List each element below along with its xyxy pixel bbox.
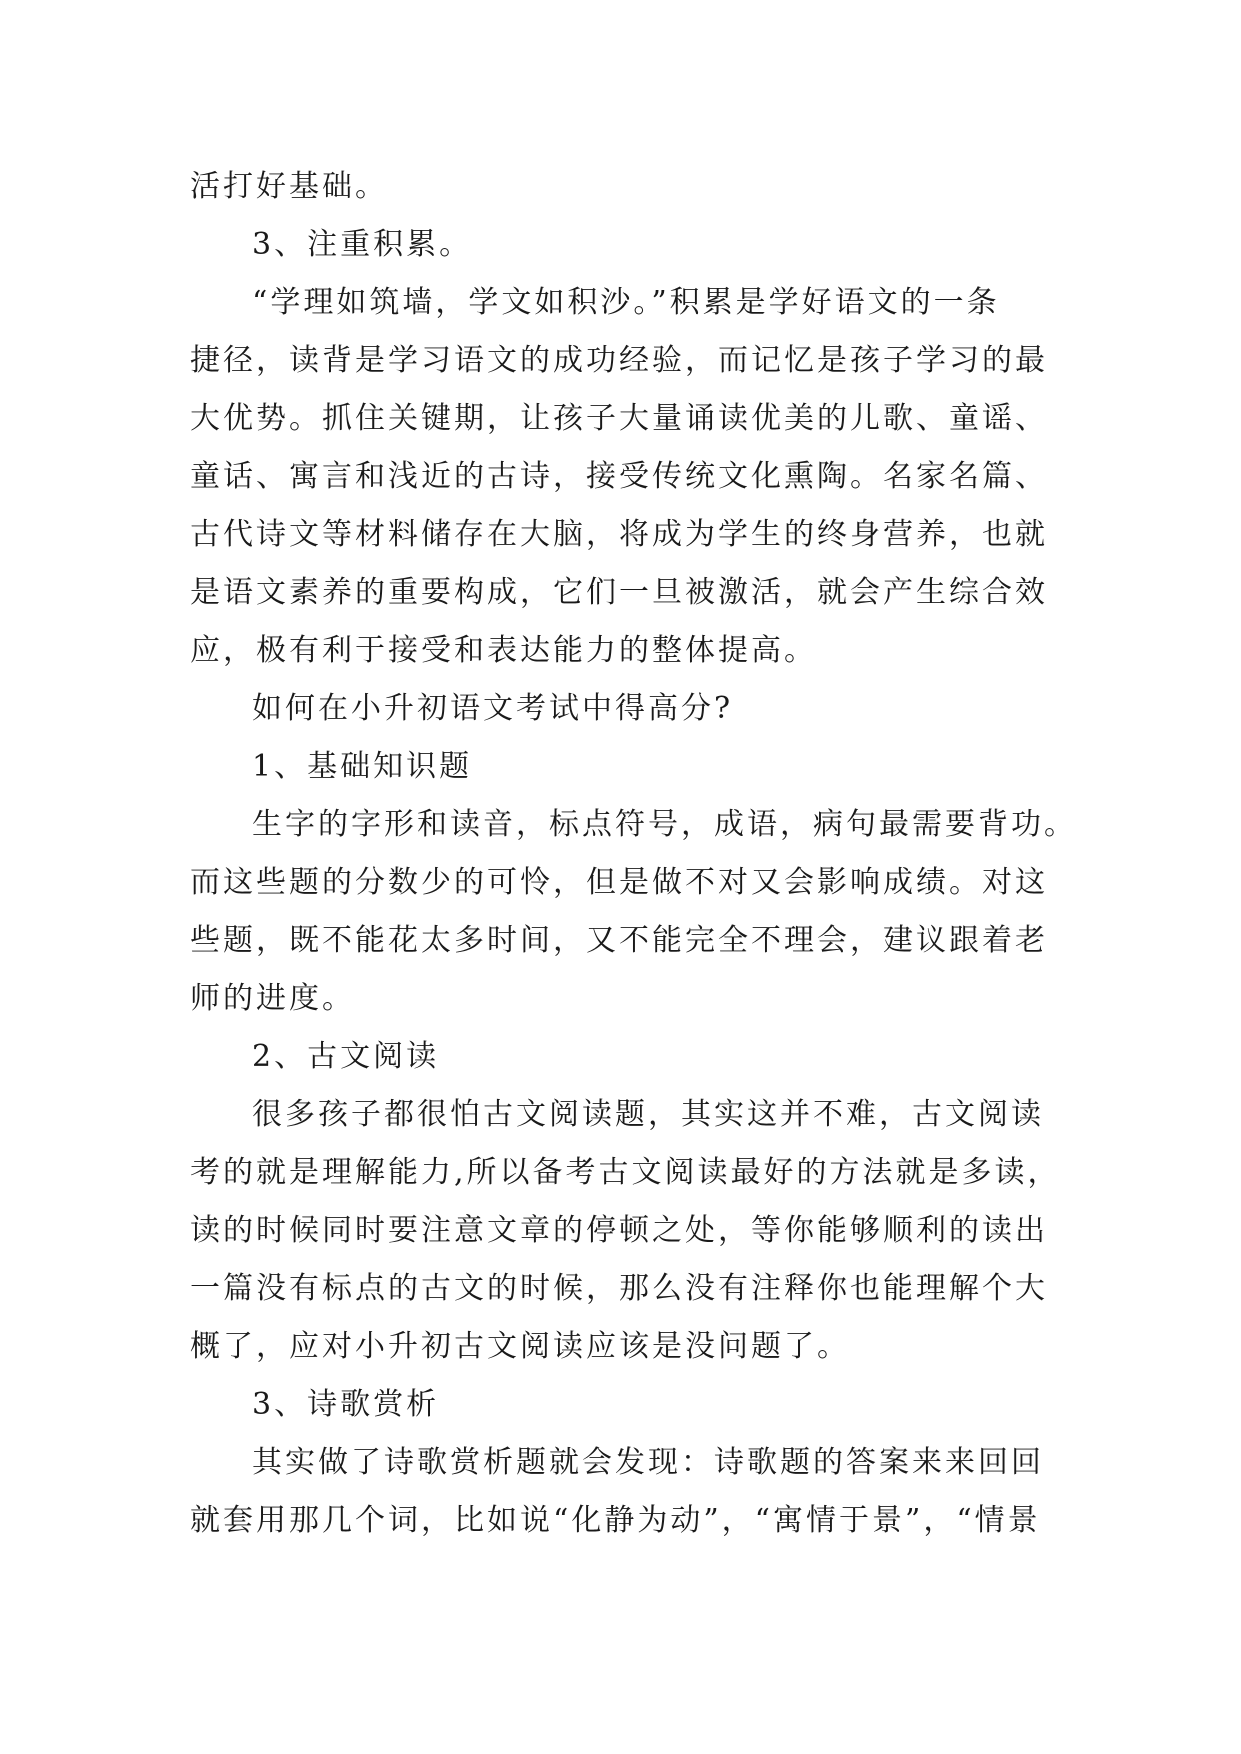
text-line: 捷径，读背是学习语文的成功经验，而记忆是孩子学习的最 xyxy=(190,343,1048,378)
text-line: 1、基础知识题 xyxy=(252,749,473,784)
text-line: 应，极有利于接受和表达能力的整体提高。 xyxy=(190,633,817,668)
text-line: 生字的字形和读音，标点符号，成语，病句最需要背功。 xyxy=(252,807,1077,842)
text-line: 2、古文阅读 xyxy=(252,1039,440,1074)
text-line: 考的就是理解能力,所以备考古文阅读最好的方法就是多读， xyxy=(190,1155,1061,1190)
text-line: 是语文素养的重要构成，它们一旦被激活，就会产生综合效 xyxy=(190,575,1048,610)
text-line: 些题，既不能花太多时间，又不能完全不理会，建议跟着老 xyxy=(190,923,1048,958)
text-line: 3、注重积累。 xyxy=(252,227,473,262)
text-line: 师的进度。 xyxy=(190,981,355,1016)
text-line: 如何在小升初语文考试中得高分? xyxy=(252,691,734,726)
text-line: 活打好基础。 xyxy=(190,169,388,204)
text-line: 而这些题的分数少的可怜，但是做不对又会影响成绩。对这 xyxy=(190,865,1048,900)
text-line: 3、诗歌赏析 xyxy=(252,1387,440,1422)
text-line: 就套用那几个词，比如说“化静为动”，“寓情于景”，“情景 xyxy=(190,1503,1041,1538)
text-line: “学理如筑墙，学文如积沙。”积累是学好语文的一条 xyxy=(252,285,1000,320)
text-line: 古代诗文等材料储存在大脑，将成为学生的终身营养，也就 xyxy=(190,517,1048,552)
text-line: 大优势。抓住关键期，让孩子大量诵读优美的儿歌、童谣、 xyxy=(190,401,1048,436)
text-line: 很多孩子都很怕古文阅读题，其实这并不难，古文阅读 xyxy=(252,1097,1044,1132)
text-line: 童话、寓言和浅近的古诗，接受传统文化熏陶。名家名篇、 xyxy=(190,459,1048,494)
text-line: 读的时候同时要注意文章的停顿之处，等你能够顺利的读出 xyxy=(190,1213,1048,1248)
text-line: 其实做了诗歌赏析题就会发现：诗歌题的答案来来回回 xyxy=(252,1445,1044,1480)
text-line: 一篇没有标点的古文的时候，那么没有注释你也能理解个大 xyxy=(190,1271,1048,1306)
text-line: 概了，应对小升初古文阅读应该是没问题了。 xyxy=(190,1329,850,1364)
document-body xyxy=(190,158,1077,1550)
